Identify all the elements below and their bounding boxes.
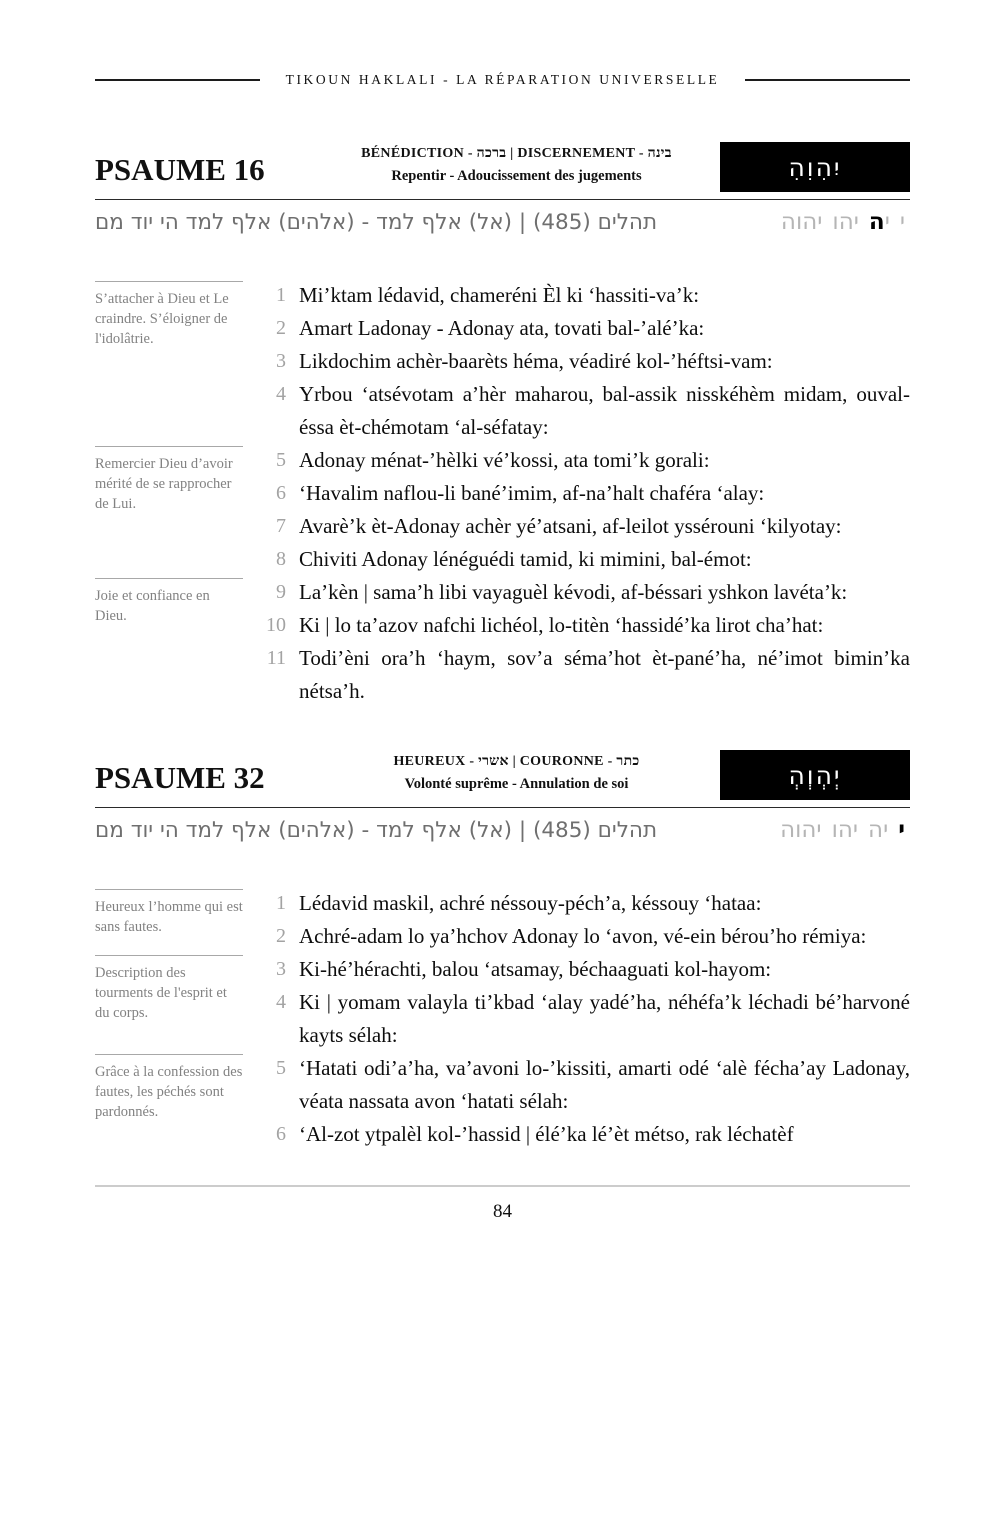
psalm-theme-block (313, 750, 720, 793)
verse-row (250, 477, 910, 510)
psalm-subtitle: Repentir - Adoucissement des jugements (391, 168, 642, 184)
verse-row (250, 444, 910, 477)
psalm-theme-line: HEUREUX - אשרי | COURONNE - כתר (393, 754, 640, 769)
verse-number: 1 (276, 284, 286, 306)
verse-number: 2 (276, 925, 286, 947)
verse-row (250, 920, 910, 953)
gematria-line (95, 817, 910, 843)
verse-text: Mi’ktam lédavid, chameréni Èl ki ‘hassiti-va’k: (299, 283, 700, 307)
verse-number: 6 (276, 1123, 286, 1145)
verse-text: ‘Havalim naflou-li bané’imim, af-na’halt chaféra ‘alay: (299, 481, 765, 505)
name-letter: י (816, 817, 822, 843)
verse-row (250, 345, 910, 378)
verse-row (250, 609, 910, 642)
page-number: 84 (493, 1201, 512, 1222)
running-header-title: TIKOUN HAKLALI - LA RÉPARATION UNIVERSELLE (285, 72, 720, 87)
verse-text: Ki | lo ta’azov nafchi lichéol, lo-titèn ‘hassidé’ka lirot cha’hat: (299, 613, 824, 637)
name-letter: ה (802, 209, 818, 235)
verse-text: Ki | yomam valayla ti’kbad ‘alay yadé’ha, néhéfa’k léchadi bé’harvoné kayts sélah: (299, 990, 910, 1047)
verse-row (250, 312, 910, 345)
book-page (0, 72, 1004, 1513)
verse-text: Todi’èni ora’h ‘haym, sov’a séma’hot èt-pané’ha, né’imot bimin’ka nétsa’h. (299, 646, 910, 703)
verse-row (250, 279, 910, 312)
verse-number: 4 (276, 991, 286, 1013)
verse-number: 11 (266, 647, 286, 669)
margin-note: Remercier Dieu d’avoir mérité de se rapprocher de Lui. (95, 446, 243, 514)
gematria-line (95, 209, 910, 235)
verse-row (250, 953, 910, 986)
gematria-text: תהלים (485) | (אל) אלף למד - (אלהים) אלף למד הי יוד מם (95, 210, 658, 235)
psalm-header (95, 750, 910, 800)
verse-text: Achré-adam lo ya’hchov Adonay lo ‘avon, vé-ein bérou’ho rémiya: (299, 924, 867, 948)
verse-text: Lédavid maskil, achré néssouy-péch’a, késsouy ‘hataa: (299, 891, 762, 915)
verse-row (250, 642, 910, 708)
verse-number: 3 (276, 958, 286, 980)
verse-number: 6 (276, 482, 286, 504)
name-letter: ו (795, 209, 803, 235)
psalm-title: PSAUME 16 (95, 152, 265, 187)
verse-number: 9 (276, 581, 286, 603)
name-letter: י (817, 209, 823, 235)
divine-name-box: יְהְוְהְ (720, 750, 910, 800)
verse-number: 5 (276, 1057, 286, 1079)
verse-number: 4 (276, 383, 286, 405)
divine-name-sequence (776, 209, 910, 235)
margin-note: S’attacher à Dieu et Le craindre. S’éloigner de l'idolâtrie. (95, 281, 243, 349)
verse-row (250, 543, 910, 576)
verse-text: Avarè’k èt-Adonay achèr yé’atsani, af-leilot yssérouni ‘kilyotay: (299, 514, 842, 538)
name-letter: ו (831, 817, 838, 843)
verse-text: ‘Hatati odi’a’ha, va’avoni lo-’kissiti, amarti odé ‘alè fécha’ay Ladonay, véata nassata avon ‘hatati sélah: (299, 1056, 910, 1113)
name-word (898, 817, 905, 843)
psalm-section (95, 142, 910, 708)
header-rule-left (95, 79, 260, 81)
verse-row (250, 576, 910, 609)
name-letter: ה (868, 817, 884, 843)
verses (250, 279, 910, 708)
verse-row (250, 1118, 910, 1151)
psalm-body (95, 887, 910, 1151)
verse-number: 8 (276, 548, 286, 570)
name-letter: י (884, 209, 890, 235)
psalm-title: PSAUME 32 (95, 760, 265, 795)
divine-name-box: יִהִוִהִ (720, 142, 910, 192)
verse-text: Yrbou ‘atsévotam a’hèr maharou, bal-assik nisskéhèm midam, ouval-éssa èt-chémotam ‘al-séfatay: (299, 382, 910, 439)
verse-number: 10 (266, 614, 286, 636)
name-letter: ה (780, 209, 796, 235)
verses (250, 887, 910, 1151)
verse-text: ‘Al-zot ytpalèl kol-’hassid | élé’ka lé’èt métso, rak léchatèf (299, 1122, 794, 1146)
verse-number: 2 (276, 317, 286, 339)
header-rule-right (745, 79, 910, 81)
verse-row (250, 986, 910, 1052)
psalm-theme-block (313, 142, 720, 185)
verse-text: Ki-hé’hérachti, balou ‘atsamay, béchaaguati kol-hayom: (299, 957, 772, 981)
psalm-subtitle: Volonté suprême - Annulation de soi (404, 776, 629, 792)
margin-note: Heureux l’homme qui est sans fautes. (95, 889, 243, 937)
margin-note: Description des tourments de l'esprit et du corps. (95, 955, 243, 1023)
verse-number: 7 (276, 515, 286, 537)
verse-text: Likdochim achèr-baarèts héma, véadiré kol-’héftsi-vam: (299, 349, 773, 373)
psalm-section (95, 750, 910, 1151)
psalm-theme-line: BÉNÉDICTION - ברכה | DISCERNEMENT - בינה (361, 146, 672, 161)
name-word (781, 209, 823, 235)
margin-note: Joie et confiance en Dieu. (95, 578, 243, 626)
name-letter: ו (832, 209, 839, 235)
margin-notes (95, 279, 243, 708)
verse-row (250, 1052, 910, 1118)
name-word (900, 209, 905, 235)
psalm-body (95, 279, 910, 708)
verse-number: 3 (276, 350, 286, 372)
name-letter: ו (795, 817, 802, 843)
name-word (832, 209, 858, 235)
verse-row (250, 378, 910, 444)
verse-text: Adonay ménat-’hèlki vé’kossi, ata tomi’k gorali: (299, 448, 710, 472)
divine-name-sequence (775, 817, 910, 843)
name-letter: י (883, 817, 889, 843)
verse-row (250, 887, 910, 920)
verse-number: 1 (276, 892, 286, 914)
name-word (869, 209, 890, 235)
section-divider (95, 807, 910, 808)
name-letter: ה (837, 817, 853, 843)
section-divider (95, 199, 910, 200)
margin-notes (95, 887, 243, 1151)
verse-number: 5 (276, 449, 286, 471)
name-letter: י (899, 209, 905, 235)
verse-text: La’kèn | sama’h libi vayaguèl kévodi, af-béssari yshkon lavéta’k: (299, 580, 848, 604)
name-letter: י (852, 817, 859, 843)
name-word (832, 817, 858, 843)
margin-note: Grâce à la confession des fautes, les péchés sont pardonnés. (95, 1054, 243, 1122)
gematria-text: תהלים (485) | (אל) אלף למד - (אלהים) אלף למד הי יוד מם (95, 818, 658, 843)
verse-text: Chiviti Adonay lénéguédi tamid, ki mimini, bal-émot: (299, 547, 752, 571)
name-letter: ה (780, 817, 796, 843)
name-word (868, 817, 888, 843)
name-letter: ה (801, 817, 817, 843)
running-header (95, 72, 910, 88)
name-letter: י (853, 209, 859, 235)
verse-text: Amart Ladonay - Adonay ata, tovati bal-’alé’ka: (299, 316, 705, 340)
name-word (780, 817, 822, 843)
highlighted-letter: ה (868, 209, 885, 235)
highlighted-letter: י (898, 817, 905, 843)
psalms-container (95, 142, 910, 1151)
verse-row (250, 510, 910, 543)
footer-rule (95, 1185, 910, 1187)
psalm-header (95, 142, 910, 192)
name-letter: ה (838, 209, 854, 235)
